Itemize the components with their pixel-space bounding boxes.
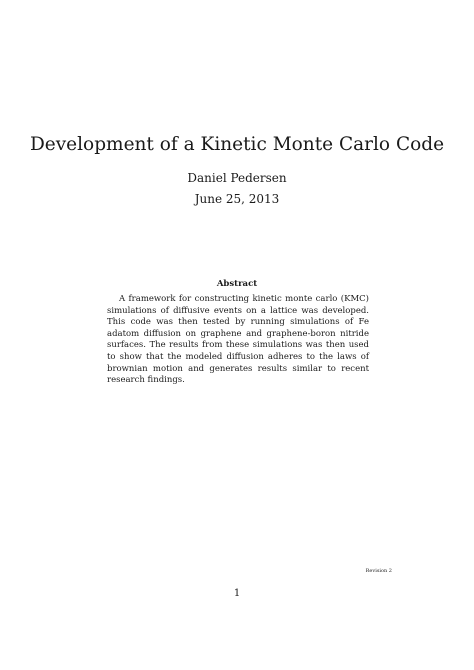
publication-date: June 25, 2013 (194, 192, 280, 206)
abstract-heading: Abstract (216, 279, 258, 289)
author-name: Daniel Pedersen (187, 171, 287, 185)
revision-label: Revision 2 (365, 568, 392, 574)
page-number: 1 (233, 588, 241, 599)
paper-title: Development of a Kinetic Monte Carlo Code (29, 134, 445, 155)
abstract-body: A framework for constructing kinetic monte carlo (KMC) simulations of diffusive events on a lattice was developed. This code was then tested by running simulations of Fe adatom diffusion on graphene and graphene-boron nitride surfaces. The results from these simulations was then used to show that the modeled diffusion adheres to the laws of brownian motion and generates results similar to recent research findings. (107, 294, 369, 386)
